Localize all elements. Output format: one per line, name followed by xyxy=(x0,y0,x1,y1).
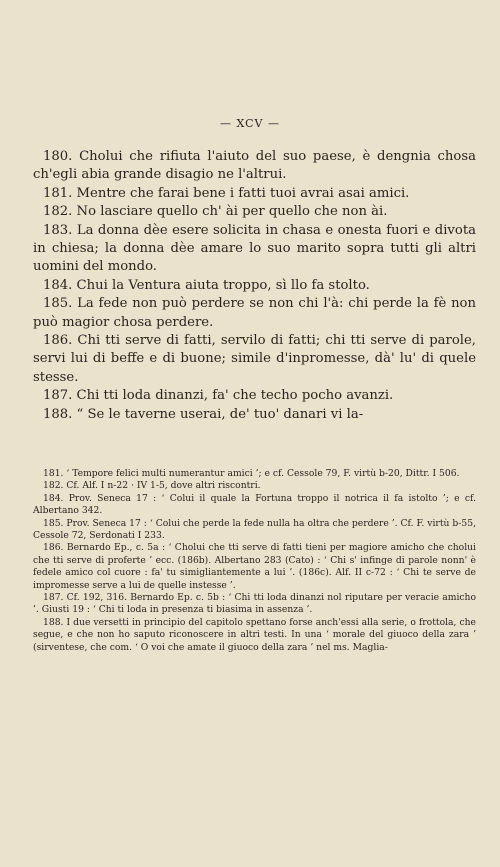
footnote: 185. Prov. Seneca 17 : ‘ Colui che perde la fede nulla ha oltra che perdere ’. Cf. F. virtù b-55, Cessole 72, Serdonati I 233. xyxy=(33,517,476,542)
proverb: 187. Chi tti loda dinanzi, fa' che techo pocho avanzi. xyxy=(43,388,394,404)
proverb: 182. No lasciare quello ch' ài per quello che non ài. xyxy=(43,204,388,220)
footnote: 187. Cf. 192, 316. Bernardo Ep. c. 5b : ‘ Chi tti loda dinanzi nol riputare per veracie amicho ’. Giusti 19 : ‘ Chi ti loda in presenza ti biasima in assenza ’. xyxy=(33,592,476,616)
proverb-list xyxy=(33,148,476,424)
footnote: 184. Prov. Seneca 17 : ‘ Colui il quale la Fortuna troppo il notrica il fa istolto ’; e cf. Albertano 342. xyxy=(33,492,476,517)
page-number: — XCV — xyxy=(220,117,280,130)
proverb: 188. “ Se le taverne userai, de' tuo' danari vi la- xyxy=(43,406,364,422)
footnote: 188. I due versetti in principio del capitolo spettano forse anch'essi alla serie, o frottola, che segue, e che non ho saputo riconoscere in altri testi. In una ‘ morale del giuoco della zara ’ (sirventese, che com. ‘ O voi che amate il giuoco della zara ’ nel ms. Maglia- xyxy=(33,616,476,653)
proverb: 184. Chui la Ventura aiuta troppo, sì llo fa stolto. xyxy=(43,277,370,293)
proverb: 183. La donna dèe esere solicita in chasa e onesta fuori e divota in chiesa; la donna dèe amare lo suo marito sopra tutti gli altri uomini del mondo. xyxy=(33,222,476,275)
proverb: 186. Chi tti serve di fatti, servilo di fatti; chi tti serve di parole, servi lui di beffe e di buone; simile d'inpromesse, dà' lu' di quele stesse. xyxy=(33,333,476,385)
footnote: 182. Cf. Alf. I n-22 · IV 1-5, dove altri riscontri. xyxy=(43,480,261,492)
proverb: 180. Cholui che rifiuta l'aiuto del suo paese, è dengnia chosa ch'egli abia grande disagio ne l'altrui. xyxy=(33,149,476,183)
proverb: 185. La fede non può perdere se non chi l'à: chi perde la fè non può magior chosa perdere. xyxy=(33,296,476,330)
footnote: 181. ‘ Tempore felici multi numerantur amici ’; e cf. Cessole 79, F. virtù b-20, Dittr. I 506. xyxy=(43,468,460,479)
proverb: 181. Mentre che farai bene i fatti tuoi avrai asai amici. xyxy=(43,185,410,201)
footnote: 186. Bernardo Ep., c. 5a : ‘ Cholui che tti serve di fatti tieni per magiore amicho che cholui che tti serve di proferte ’ ecc. (186b). Albertano 283 (Cato) : ‘ Chi s' infinge di parole nonn' è fedele amico col cuore : fa' tu simigliantemente a lui ’. (186c). Alf. II c-72 : ‘ Chi te serve de impromesse serve a lui de quelle instesse ’. xyxy=(33,542,476,591)
footnotes xyxy=(33,468,476,654)
